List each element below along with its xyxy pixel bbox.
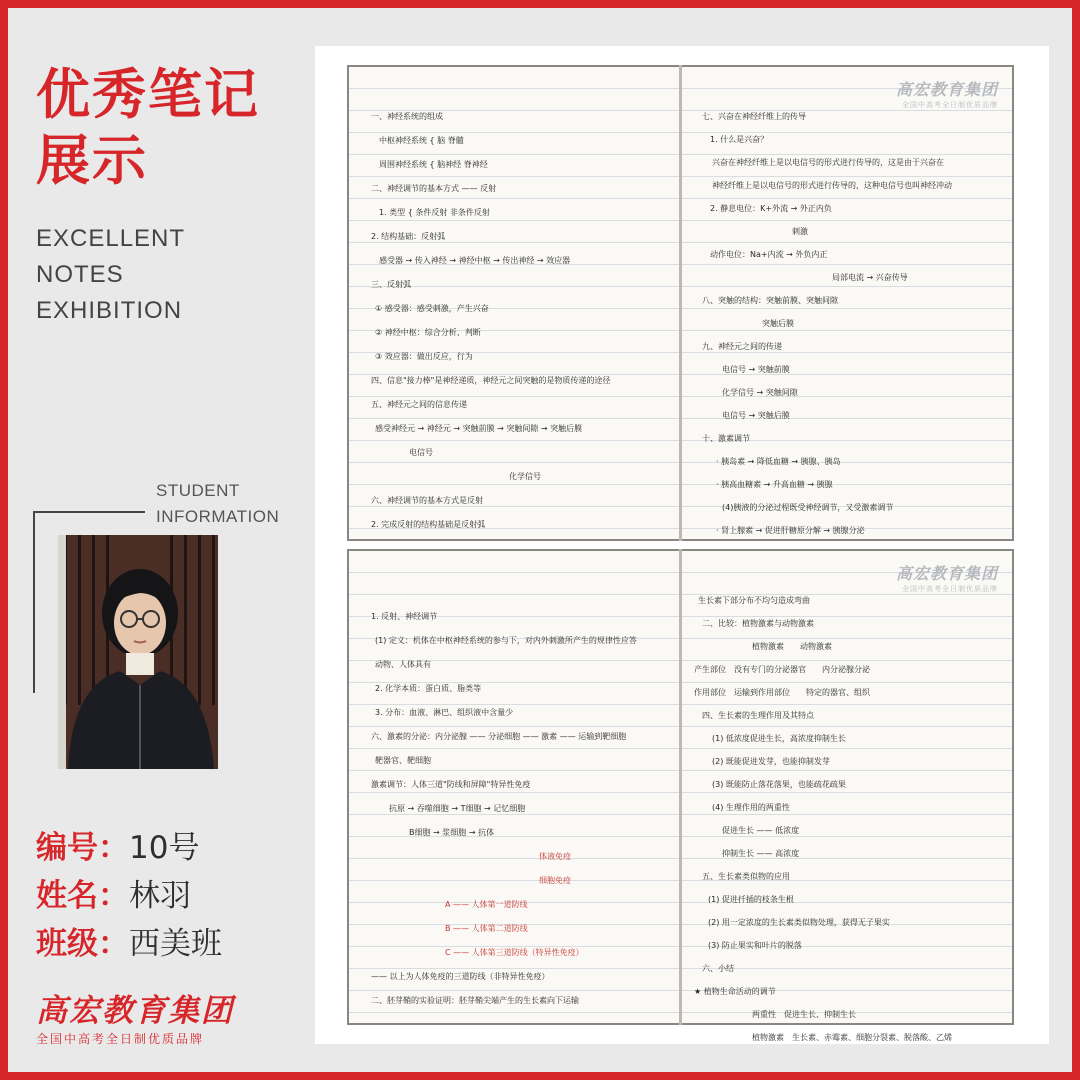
handwritten-note-line: (3) 既能防止落花落果，也能疏花疏果 xyxy=(712,780,846,789)
handwritten-note-line: 体液免疫 xyxy=(539,852,571,861)
handwritten-note-line: 感受神经元 → 神经元 → 突触前膜 → 突触间隙 → 突触后膜 xyxy=(375,424,583,433)
handwritten-note-line: 突触后膜 xyxy=(762,319,794,328)
handwritten-note-line: 作用部位 运输到作用部位 特定的器官、组织 xyxy=(694,688,870,697)
english-subtitle-line-3: EXHIBITION xyxy=(36,297,183,324)
page-title xyxy=(36,62,298,194)
watermark-name: 高宏教育集团 xyxy=(895,564,998,583)
brand-name: 高宏教育集团 xyxy=(36,993,234,1029)
handwritten-note-line: (4) 生理作用的两重性 xyxy=(712,803,790,812)
handwritten-note-line: (1) 定义：机体在中枢神经系统的参与下，对内外刺激所产生的规律性应答 xyxy=(375,636,637,645)
handwritten-note-line: 电信号 → 突触后膜 xyxy=(722,411,790,420)
handwritten-note-line: 周围神经系统 { 脑神经 脊神经 xyxy=(379,160,488,169)
student-class-label: 班级： xyxy=(36,926,129,962)
notebook-photo-2 xyxy=(347,549,1014,1042)
handwritten-note-line: 2. 静息电位：K+外流 → 外正内负 xyxy=(710,204,832,213)
handwritten-note-line: · 肾上腺素 → 促进肝糖原分解 → 胰腺分泌 xyxy=(716,526,865,535)
title-line-2: 展示 xyxy=(36,129,148,192)
handwritten-note-line: 三、反射弧 xyxy=(371,280,411,289)
handwritten-note-line: 八、突触的结构：突触前膜、突触间隙 xyxy=(702,296,838,305)
handwritten-note-line: ★ 植物生命活动的调节 xyxy=(694,987,776,996)
student-class-row xyxy=(36,924,222,964)
handwritten-note-line: 靶器官、靶细胞 xyxy=(375,756,431,765)
student-number-label: 编号： xyxy=(36,830,129,866)
handwritten-note-line: ② 神经中枢：综合分析、判断 xyxy=(375,328,481,337)
handwritten-note-line: 细胞免疫 xyxy=(539,876,571,885)
handwritten-note-line: 中枢神经系统 { 脑 脊髓 xyxy=(379,136,464,145)
student-information-label xyxy=(156,478,279,530)
handwritten-note-line: 动作电位：Na+内流 → 外负内正 xyxy=(710,250,828,259)
handwritten-note-line: 六、神经调节的基本方式是反射 xyxy=(371,496,483,505)
handwritten-note-line: · 胰岛素 → 降低血糖 → 胰腺、胰岛 xyxy=(716,457,841,466)
handwritten-note-line: 十、激素调节 xyxy=(702,434,750,443)
handwritten-note-line: · 胰高血糖素 → 升高血糖 → 胰腺 xyxy=(716,480,833,489)
student-class-value: 西美班 xyxy=(129,926,222,962)
handwritten-note-line: 植物激素 生长素、赤霉素、细胞分裂素、脱落酸、乙烯 xyxy=(752,1033,952,1042)
handwritten-note-line: 刺激 xyxy=(792,227,808,236)
brand-logo xyxy=(36,994,234,1047)
handwritten-note-line: C —— 人体第三道防线（特异性免疫） xyxy=(445,948,584,957)
student-name-row xyxy=(36,876,191,916)
handwritten-note-line: 神经纤维上是以电信号的形式进行传导的，这种电信号也叫神经冲动 xyxy=(712,181,952,190)
handwritten-note-line: 电信号 → 突触前膜 xyxy=(722,365,790,374)
handwritten-note-line: 植物激素 动物激素 xyxy=(752,642,832,651)
handwritten-note-line: 九、神经元之间的传递 xyxy=(702,342,782,351)
handwritten-note-line: 1. 反射、神经调节 xyxy=(371,612,438,621)
handwritten-note-line: (3) 防止果实和叶片的脱落 xyxy=(708,941,802,950)
handwritten-note-line: 1. 类型 { 条件反射 非条件反射 xyxy=(379,208,490,217)
handwritten-note-line: 二、胚芽鞘的实验证明：胚芽鞘尖端产生的生长素向下运输 xyxy=(371,996,579,1005)
handwritten-note-line: 感受器 → 传入神经 → 神经中枢 → 传出神经 → 效应器 xyxy=(379,256,571,265)
handwritten-note-line: 五、神经元之间的信息传递 xyxy=(371,400,467,409)
student-photo xyxy=(58,535,218,769)
handwritten-note-line: 激素调节：人体三道"防线和屏障"特异性免疫 xyxy=(371,780,531,789)
notebook-2-watermark xyxy=(896,561,998,594)
student-label-line-2: INFORMATION xyxy=(156,507,280,526)
watermark-slogan: 全国中高考全日制优质品牌 xyxy=(902,101,998,109)
notebook-2-left-page xyxy=(349,551,679,1023)
handwritten-note-line: 一、神经系统的组成 xyxy=(371,112,443,121)
english-subtitle xyxy=(36,221,185,329)
handwritten-note-line: 电信号 xyxy=(409,448,433,457)
handwritten-note-line: 抑制生长 —— 高浓度 xyxy=(722,849,800,858)
handwritten-note-line: A —— 人体第一道防线 xyxy=(445,900,528,909)
student-label-line-1: STUDENT xyxy=(156,481,240,500)
handwritten-note-line: B —— 人体第二道防线 xyxy=(445,924,528,933)
student-name-label: 姓名： xyxy=(36,878,129,914)
handwritten-note-line: ③ 效应器：做出反应，行为 xyxy=(375,352,473,361)
student-name-value: 林羽 xyxy=(129,878,191,914)
handwritten-note-line: —— 以上为人体免疫的三道防线（非特异性免疫） xyxy=(371,972,550,981)
handwritten-note-line: 五、生长素类似物的应用 xyxy=(702,872,790,881)
notebook-1-watermark xyxy=(896,77,998,110)
handwritten-note-line: 六、小结 xyxy=(702,964,734,973)
handwritten-note-line: 两重性 促进生长、抑制生长 xyxy=(752,1010,856,1019)
handwritten-note-line: 四、信息"接力棒"是神经递质，神经元之间突触的是物质传递的途径 xyxy=(371,376,611,385)
handwritten-note-line: ① 感受器：感受刺激，产生兴奋 xyxy=(375,304,489,313)
handwritten-note-line: (4)胰液的分泌过程既受神经调节，又受激素调节 xyxy=(722,503,894,512)
handwritten-note-line: 二、比较：植物激素与动物激素 xyxy=(702,619,814,628)
handwritten-note-line: 动物、人体具有 xyxy=(375,660,431,669)
student-number-row xyxy=(36,828,199,868)
brand-slogan: 全国中高考全日制优质品牌 xyxy=(36,1032,205,1046)
notebook-1-right-page xyxy=(682,67,1012,539)
handwritten-note-line: 化学信号 → 突触间隙 xyxy=(722,388,798,397)
english-subtitle-line-2: NOTES xyxy=(36,261,124,288)
handwritten-note-line: (1) 低浓度促进生长，高浓度抑制生长 xyxy=(712,734,846,743)
handwritten-note-line: (2) 既能促进发芽，也能抑制发芽 xyxy=(712,757,830,766)
handwritten-note-line: (1) 促进扦插的枝条生根 xyxy=(708,895,794,904)
handwritten-note-line: 兴奋在神经纤维上是以电信号的形式进行传导的，这是由于兴奋在 xyxy=(712,158,944,167)
handwritten-note-line: 2. 结构基础：反射弧 xyxy=(371,232,446,241)
handwritten-note-line: 二、神经调节的基本方式 —— 反射 xyxy=(371,184,497,193)
student-portrait-illustration xyxy=(58,535,218,769)
handwritten-note-line: 3. 分布：血液、淋巴、组织液中含量少 xyxy=(375,708,514,717)
handwritten-note-line: 四、生长素的生理作用及其特点 xyxy=(702,711,814,720)
handwritten-note-line: 促进生长 —— 低浓度 xyxy=(722,826,800,835)
handwritten-note-line: 七、兴奋在神经纤维上的传导 xyxy=(702,112,806,121)
handwritten-note-line: 抗原 → 吞噬细胞 → T细胞 → 记忆细胞 xyxy=(389,804,526,813)
handwritten-note-line: 1. 什么是兴奋？ xyxy=(710,135,769,144)
handwritten-note-line: 产生部位 没有专门的分泌器官 内分泌腺分泌 xyxy=(694,665,870,674)
handwritten-note-line: 2. 完成反射的结构基础是反射弧 xyxy=(371,520,486,529)
handwritten-note-line: 局部电流 → 兴奋传导 xyxy=(832,273,908,282)
english-subtitle-line-1: EXCELLENT xyxy=(36,225,186,252)
student-number-value: 10号 xyxy=(129,830,200,866)
notebook-2-right-page xyxy=(682,551,1012,1042)
handwritten-note-line: 2. 化学本质：蛋白质、脂类等 xyxy=(375,684,482,693)
title-line-1: 优秀笔记 xyxy=(36,63,260,126)
notebook-photo-1 xyxy=(347,65,1014,541)
notebook-1-left-page xyxy=(349,67,679,539)
handwritten-note-line: (2) 用一定浓度的生长素类似物处理，获得无子果实 xyxy=(708,918,890,927)
handwritten-note-line: 六、激素的分泌：内分泌腺 —— 分泌细胞 —— 激素 —— 运输到靶细胞 xyxy=(371,732,627,741)
handwritten-note-line: B细胞 → 浆细胞 → 抗体 xyxy=(409,828,495,837)
watermark-slogan: 全国中高考全日制优质品牌 xyxy=(902,585,998,593)
handwritten-note-line: 生长素下部分布不均匀造成弯曲 xyxy=(698,596,810,605)
handwritten-note-line: 化学信号 xyxy=(509,472,541,481)
watermark-name: 高宏教育集团 xyxy=(895,80,998,99)
